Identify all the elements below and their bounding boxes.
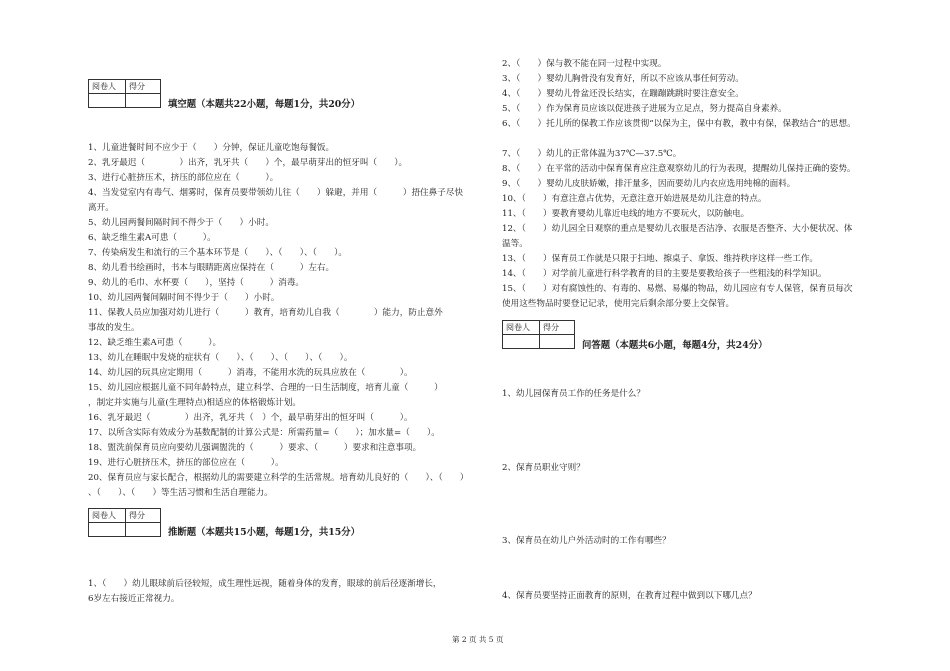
- fill-item: 2、乳牙最迟（ ）出齐，乳牙共（ ）个，最早萌芽出的恒牙叫（ ）。: [88, 158, 408, 168]
- qa-item: 1、幼儿园保育员工作的任务是什么？: [502, 389, 645, 399]
- qa-section-title: 问答题（本题共6小题，每题4分，共24分）: [582, 340, 768, 351]
- judge-item: 15、（ ）对有腐蚀性的、有毒的、易燃、易爆的物品，幼儿园应有专人保管，保育员每次: [502, 284, 853, 294]
- fill-item: 15、幼儿园应根据儿童不同年龄特点，建立科学、合理的一日生活制度，培育儿童（ ）: [88, 383, 443, 393]
- judge-item: 5、（ ）作为保育员应该以促进孩子进展为立足点，努力提高自身素养。: [502, 104, 787, 114]
- fill-item: 5、幼儿园两餐间隔时间不得少于（ ）小时。: [88, 218, 274, 228]
- judge-item: 8、（ ）在平常的活动中保育保育应注意观察幼儿的行为表现，提醒幼儿保持正确的姿势。: [502, 164, 856, 174]
- judge-item: 11、（ ）要教育婴幼儿靠近电线的地方不要玩火，以防触电。: [502, 209, 750, 219]
- judge-item: 9、（ ）婴幼儿皮肤娇嫩，排汗量多，因而要幼儿内衣应选用纯棉的面料。: [502, 179, 796, 189]
- judge-item: 7、（ ）幼儿的正常体温为37℃—37.5℃。: [502, 149, 682, 159]
- fill-item: 8、幼儿看书绘画时，书本与眼睛距离应保持在（ ）左右。: [88, 263, 335, 273]
- score-cell[interactable]: [540, 335, 575, 349]
- fill-item: 4、当发觉室内有毒气、烟雾时，保育员要带领幼儿往（ ）躲避，并用（ ）捂住鼻子尽快: [88, 188, 464, 198]
- qa-item: 3、保育员在幼儿户外活动时的工作有哪些？: [502, 536, 671, 546]
- qa-score-table: [502, 320, 575, 349]
- judge-item: 温等。: [502, 239, 528, 249]
- score-label: 得分: [126, 509, 161, 523]
- fill-item: 、（ ）、（ ）等生活习惯和生活自理能力。: [88, 488, 273, 498]
- fill-item: 9、幼儿的毛巾、水杯要（ ），坚持（ ）消毒。: [88, 278, 305, 288]
- reviewer-label: 阅卷人: [89, 509, 126, 523]
- fill-item: 3、进行心脏挤压术，挤压的部位应在（ ）。: [88, 173, 279, 183]
- judge-section-title: 推断题（本题共15小题，每题1分，共15分）: [168, 527, 360, 538]
- judge-item: 13、（ ）保育员工作就是只限于扫地、擦桌子、拿饭、维持秩序这样一些工作。: [502, 254, 819, 264]
- fill-item: 10、幼儿园两餐间隔时间不得少于（ ）小时。: [88, 293, 280, 303]
- judge-item: 6岁左右接近正常视力。: [88, 594, 180, 604]
- fill-item: 离开。: [88, 203, 114, 213]
- score-cell[interactable]: [126, 523, 161, 537]
- judge-item: 3、（ ）婴幼儿胸骨没有发育好，所以不应该从事任何劳动。: [502, 74, 744, 84]
- fill-item: 16、乳牙最迟（ ）出齐，乳牙共（ ）个，最早萌芽出的恒牙叫（ ）。: [88, 413, 413, 423]
- judge-item: 1、（ ）幼儿眼球前后径较短，成生理性远视，随着身体的发育，眼球的前后径逐渐增长，: [88, 579, 442, 589]
- fill-item: 11、保教人员应加强对幼儿进行（ ）教育，培育幼儿自我（ ）能力，防止意外: [88, 308, 443, 318]
- fill-item: 事故的发生。: [88, 323, 140, 333]
- reviewer-label: 阅卷人: [503, 321, 540, 335]
- fill-item: 18、盥洗前保育员应向要幼儿强调盥洗的（ ）要求、（ ）要求和注意事项。: [88, 443, 422, 453]
- fill-score-table: [88, 79, 161, 108]
- reviewer-cell[interactable]: [89, 94, 126, 108]
- fill-item: 14、幼儿园的玩具应定期用（ ）消毒，不能用水洗的玩具应放在（ ）。: [88, 368, 413, 378]
- fill-item: 12、缺乏维生素A可患（ ）。: [88, 338, 222, 348]
- fill-item: 17、以所含实际有效成分为基数配制的计算公式是：所需药量=（ ）；加水量=（ ）。: [88, 428, 440, 438]
- judge-item: 6、（ ）托儿所的保教工作应该贯彻“以保为主，保中有教，教中有保，保教结合”的思想。: [502, 119, 856, 129]
- reviewer-label: 阅卷人: [89, 80, 126, 94]
- qa-item: 4、保育员要坚持正面教育的原则，在教育过程中做到以下哪几点？: [502, 591, 757, 601]
- fill-item: 13、幼儿在睡眠中发烧的症状有（ ）、（ ）、（ ）、（ ）。: [88, 353, 353, 363]
- judge-item: 4、（ ）婴幼儿骨盆还没长结实，在蹦蹦跳跳时要注意安全。: [502, 89, 744, 99]
- reviewer-cell[interactable]: [89, 523, 126, 537]
- reviewer-cell[interactable]: [503, 335, 540, 349]
- judge-item: 14、（ ）对学前儿童进行科学教育的目的主要是要教给孩子一些粗浅的科学知识。: [502, 269, 827, 279]
- page-number: 第 2 页 共 5 页: [452, 635, 504, 644]
- fill-item: 19、进行心脏挤压术，挤压的部位应在（ ）。: [88, 458, 284, 468]
- fill-item: 1、儿童进餐时间不应少于（ ）分钟，保证儿童吃饱每餐饭。: [88, 143, 335, 153]
- judge-item: 使用这些物品时要登记记录，使用完后剩余部分要上交保管。: [502, 299, 735, 309]
- fill-item: 6、缺乏维生素A可患（ ）。: [88, 233, 216, 243]
- score-label: 得分: [540, 321, 575, 335]
- judge-score-table: [88, 508, 161, 537]
- fill-item: 20、保育员应与家长配合，根据幼儿的需要建立科学的生活常规。培育幼儿良好的（ ）、（ ）: [88, 473, 469, 483]
- judge-item: 10、（ ）有意注意占优势，无意注意开始进展是幼儿注意的特点。: [502, 194, 767, 204]
- fill-item: ，制定并实施与儿童(生理特点)相适应的体格锻炼计划。: [88, 398, 301, 408]
- score-cell[interactable]: [126, 94, 161, 108]
- score-label: 得分: [126, 80, 161, 94]
- fill-item: 7、传染病发生和流行的三个基本环节是（ ）、（ ）、（ ）。: [88, 248, 347, 258]
- judge-item: 12、（ ）幼儿园全日观察的重点是婴幼儿衣服是否洁净、衣服是否整齐、大小便状况、体: [502, 224, 853, 234]
- judge-item: 2、（ ）保与教不能在同一过程中实现。: [502, 59, 667, 69]
- fill-section-title: 填空题（本题共22小题，每题1分，共20分）: [168, 99, 360, 110]
- qa-item: 2、保育员职业守则？: [502, 463, 585, 473]
